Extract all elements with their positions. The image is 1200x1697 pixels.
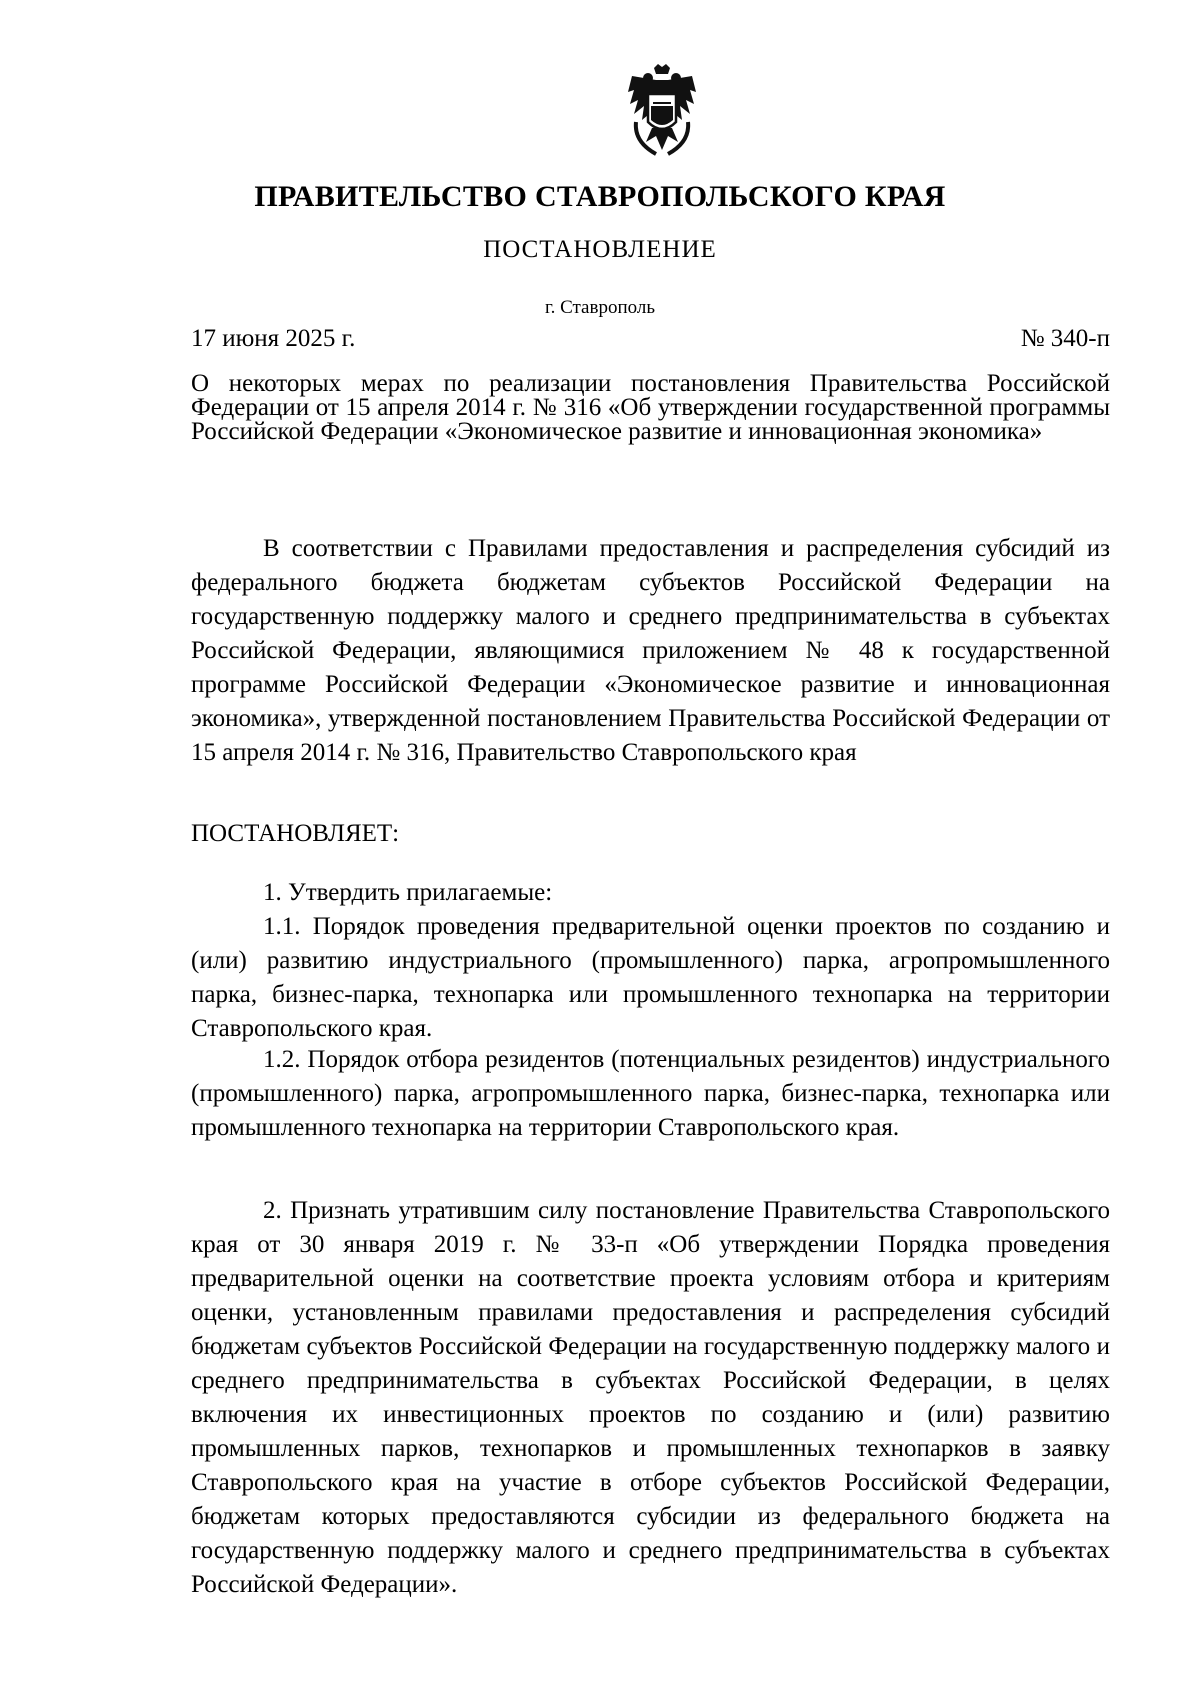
- clause-1-2: 1.2. Порядок отбора резидентов (потенциальных резидентов) индустриального (промышленного) парка, агропромышленного парка, бизнес-парка, технопарка или промышленного технопарка на территории Ставропольского края.: [191, 1046, 1110, 1141]
- clause-2: 2. Признать утратившим силу постановление Правительства Ставропольского края от 30 января 2019 г. № 33-п «Об утверждении Порядка проведения предварительной оценки на соответствие проекта условиям отбора и критериям оценки, установленным правилами предоставления и распределения субсидий бюджетам субъектов Российской Федерации на государственную поддержку малого и среднего предпринимательства в субъектах Российской Федерации, в целях включения их инвестиционных проектов по созданию и (или) развитию промышленных парков, технопарков и промышленных технопарков в заявку Ставропольского края на участие в отборе субъектов Российской Федерации, бюджетам которых предоставляются субсидии из федерального бюджета на государственную поддержку малого и среднего предпринимательства в субъектах Российской Федерации».: [191, 1197, 1110, 1598]
- document-number: № 340-п: [1020, 325, 1110, 352]
- document-subject: О некоторых мерах по реализации постановления Правительства Российской Федерации от 15 апреля 2014 г. № 316 «Об утверждении государственной программы Российской Федерации «Экономическое развитие и инновационная экономика»: [191, 370, 1110, 445]
- document-date: 17 июня 2025 г.: [191, 325, 356, 352]
- preamble-paragraph: В соответствии с Правилами предоставления и распределения субсидий из федерального бюджета бюджетам субъектов Российской Федерации на государственную поддержку малого и среднего предпринимательства в субъектах Российской Федерации, являющимися приложением № 48 к государственной программе Российской Федерации «Экономическое развитие и инновационная экономика», утвержденной постановлением Правительства Российской Федерации от 15 апреля 2014 г. № 316, Правительство Ставропольского края: [191, 535, 1110, 766]
- clause-1-1: 1.1. Порядок проведения предварительной оценки проектов по созданию и (или) развитию индустриального (промышленного) парка, агропромышленного парка, бизнес-парка, технопарка или промышленного технопарка на территории Ставропольского края.: [191, 913, 1110, 1042]
- organization-title: ПРАВИТЕЛЬСТВО СТАВРОПОЛЬСКОГО КРАЯ: [254, 180, 946, 213]
- document-city: г. Ставрополь: [544, 297, 656, 318]
- document-type: ПОСТАНОВЛЕНИЕ: [483, 236, 717, 263]
- resolves-heading: ПОСТАНОВЛЯЕТ:: [191, 820, 400, 847]
- stavropol-coat-of-arms-icon: [626, 62, 698, 158]
- clause-1: 1. Утвердить прилагаемые:: [263, 879, 553, 906]
